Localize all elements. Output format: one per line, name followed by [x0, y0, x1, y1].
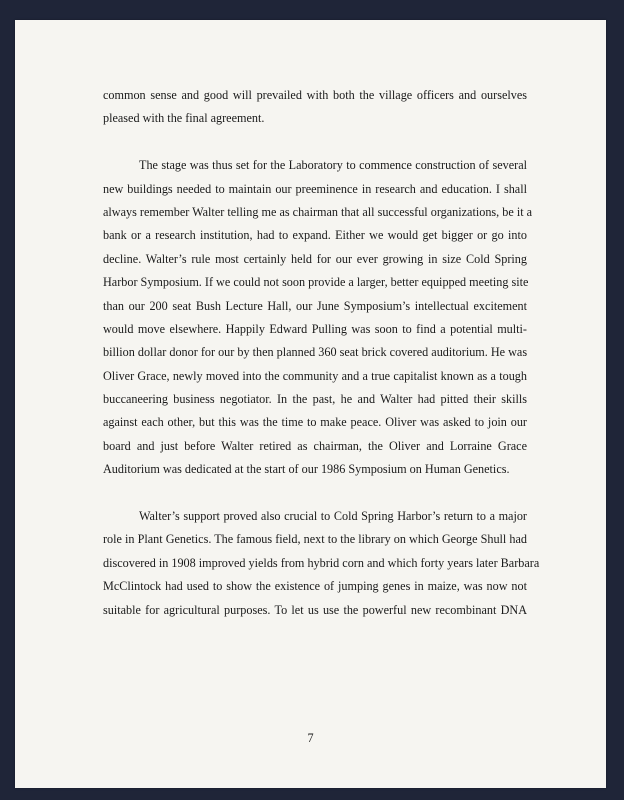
text-line: always remember Walter telling me as chairman that all successful organizations, be it a: [103, 204, 533, 219]
text-line: bank or a research institution, had to expand. Either we would get bigger or go into: [103, 228, 527, 243]
text-line: buccaneering business negotiator. In the past, he and Walter had pitted their skills: [103, 392, 527, 407]
text-line: would move elsewhere. Happily Edward Pulling was soon to find a potential multi-: [103, 321, 527, 336]
text-line: suitable for agricultural purposes. To let us use the powerful new recombinant DNA: [103, 602, 527, 617]
text-line: decline. Walter’s rule most certainly held for our ever growing in size Cold Spring: [103, 251, 527, 266]
text-line: billion dollar donor for our by then planned 360 seat brick covered auditorium. He was: [103, 345, 528, 360]
text-line: than our 200 seat Bush Lecture Hall, our June Symposium’s intellectual excitement: [103, 298, 527, 313]
paragraph-1: [103, 84, 527, 131]
document-page: [15, 20, 606, 788]
text-line: McClintock had used to show the existence of jumping genes in maize, was now not: [103, 579, 527, 594]
page-number: 7: [307, 731, 314, 745]
text-line: Harbor Symposium. If we could not soon provide a larger, better equipped meeting site: [103, 275, 529, 290]
text-line: pleased with the final agreement.: [103, 111, 265, 126]
text-line: against each other, but this was the time to make peace. Oliver was asked to join our: [103, 415, 527, 430]
text-line: Oliver Grace, newly moved into the community and a true capitalist known as a tough: [103, 368, 527, 383]
paragraph-gap: [103, 131, 527, 154]
text-line: Walter’s support proved also crucial to Cold Spring Harbor’s return to a major: [139, 509, 527, 524]
paragraph-3: [103, 505, 540, 622]
text-line: common sense and good will prevailed with both the village officers and ourselves: [103, 88, 527, 102]
text-line: Auditorium was dedicated at the start of our 1986 Symposium on Human Genetics.: [103, 462, 510, 477]
text-line: The stage was thus set for the Laboratory to commence construction of several: [139, 158, 527, 173]
text-line: role in Plant Genetics. The famous field, next to the library on which George Shull had: [103, 532, 527, 547]
paragraph-gap: [103, 482, 527, 505]
text-line: new buildings needed to maintain our preeminence in research and education. I shall: [103, 181, 527, 196]
paragraph-2: [103, 154, 533, 481]
document-body: [103, 84, 540, 622]
text-line: discovered in 1908 improved yields from hybrid corn and which forty years later Barbara: [103, 555, 540, 570]
text-line: board and just before Walter retired as chairman, the Oliver and Lorraine Grace: [103, 438, 527, 453]
